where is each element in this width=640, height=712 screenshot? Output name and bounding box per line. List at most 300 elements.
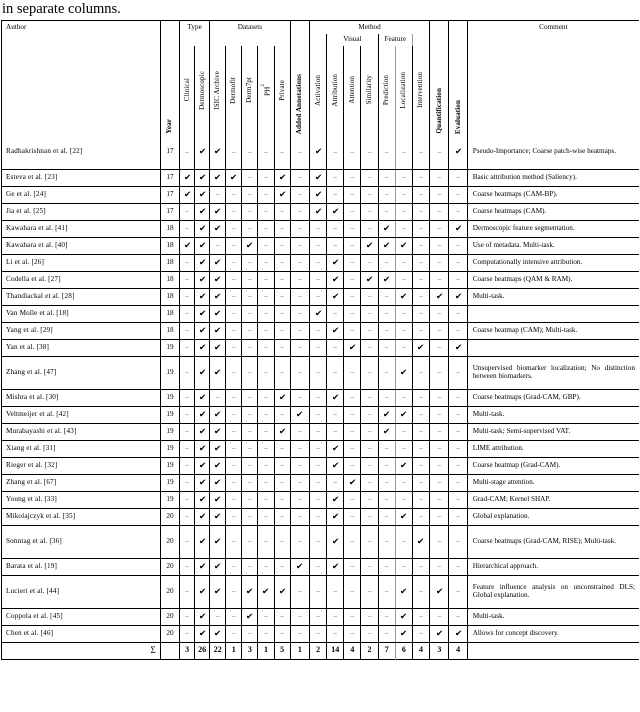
dash-icon: – [264, 611, 268, 621]
row-mark-dermoscopic [195, 457, 210, 474]
dash-icon: – [437, 511, 442, 521]
row-author: Yang et al. [29] [2, 322, 161, 339]
row-year: 18 [160, 271, 179, 288]
dash-icon: – [419, 146, 423, 156]
survey-table [1, 20, 639, 660]
row-mark-ph2 [258, 406, 274, 423]
dash-icon: – [333, 611, 338, 621]
row-mark-dermoscopic [195, 288, 210, 305]
row-comment [467, 305, 639, 322]
dash-icon: – [231, 146, 236, 156]
sum-quantification: 3 [430, 642, 449, 659]
row-mark-evaluation [449, 203, 467, 220]
dash-icon: – [367, 586, 372, 596]
row-author: Xiang et al. [31] [2, 440, 161, 457]
dash-icon: – [437, 460, 442, 470]
dash-icon: – [248, 561, 252, 571]
table-row [2, 508, 640, 525]
dash-icon: – [231, 206, 236, 216]
dash-icon: – [280, 146, 284, 156]
caption-tail: in separate columns. [2, 1, 121, 17]
row-mark-prediction [378, 440, 395, 457]
dash-icon: – [316, 223, 320, 233]
row-mark-quantification [430, 625, 449, 642]
row-mark-attribution [327, 625, 344, 642]
row-mark-added_annotations [290, 288, 309, 305]
row-mark-private [274, 288, 290, 305]
row-mark-derm7pt [242, 288, 258, 305]
dash-icon: – [231, 291, 236, 301]
row-year: 19 [160, 440, 179, 457]
table-row [2, 305, 640, 322]
row-mark-attribution [327, 288, 344, 305]
row-mark-derm7pt [242, 254, 258, 271]
row-mark-localization [395, 558, 412, 575]
dash-icon: – [231, 223, 236, 233]
row-mark-attention [344, 457, 361, 474]
row-mark-localization [395, 322, 412, 339]
row-mark-dermofit [226, 186, 242, 203]
check-icon: ✔ [198, 442, 206, 453]
row-mark-private [274, 474, 290, 491]
row-mark-quantification [430, 491, 449, 508]
dash-icon: – [456, 460, 460, 470]
dash-icon: – [367, 291, 372, 301]
dash-icon: – [297, 274, 302, 284]
row-mark-intervention [412, 457, 429, 474]
dash-icon: – [280, 274, 284, 284]
dash-icon: – [401, 494, 406, 504]
check-icon: ✔ [278, 391, 286, 402]
row-mark-dermoscopic [195, 474, 210, 491]
dash-icon: – [401, 477, 406, 487]
row-author: Van Molle et al. [18] [2, 305, 161, 322]
row-mark-activation [309, 305, 326, 322]
dash-icon: – [231, 308, 236, 318]
row-year: 19 [160, 389, 179, 406]
dash-icon: – [297, 325, 302, 335]
row-mark-evaluation [449, 440, 467, 457]
row-mark-attention [344, 508, 361, 525]
dash-icon: – [231, 240, 236, 250]
dash-icon: – [401, 536, 406, 546]
row-mark-added_annotations [290, 491, 309, 508]
dash-icon: – [333, 628, 338, 638]
row-mark-evaluation [449, 608, 467, 625]
row-mark-prediction [378, 305, 395, 322]
row-mark-isic [210, 406, 226, 423]
dash-icon: – [367, 342, 372, 352]
dash-icon: – [297, 291, 302, 301]
row-mark-attribution [327, 440, 344, 457]
dash-icon: – [350, 511, 355, 521]
dash-icon: – [419, 561, 423, 571]
header-similarity-cell [361, 46, 378, 136]
row-mark-similarity [361, 169, 378, 186]
header-intervention-cell [412, 46, 429, 136]
row-mark-clinical [180, 389, 195, 406]
dash-icon: – [280, 611, 284, 621]
spacer-datasets [210, 34, 291, 46]
dash-icon: – [297, 494, 302, 504]
check-icon: ✔ [400, 610, 408, 621]
dash-icon: – [185, 460, 189, 470]
dash-icon: – [350, 460, 355, 470]
row-comment: Basic attribution method (Saliency). [467, 169, 639, 186]
row-mark-quantification [430, 457, 449, 474]
table-row [2, 457, 640, 474]
dash-icon: – [185, 536, 189, 546]
dash-icon: – [333, 342, 338, 352]
check-icon: ✔ [183, 171, 191, 182]
check-icon: ✔ [435, 290, 444, 301]
dash-icon: – [231, 477, 236, 487]
row-mark-isic [210, 558, 226, 575]
row-mark-evaluation [449, 254, 467, 271]
dash-icon: – [456, 477, 460, 487]
row-mark-added_annotations [290, 220, 309, 237]
row-mark-activation [309, 608, 326, 625]
table-row [2, 575, 640, 608]
dash-icon: – [280, 409, 284, 419]
row-mark-evaluation [449, 525, 467, 558]
dash-icon: – [437, 325, 442, 335]
check-icon: ✔ [198, 239, 206, 250]
row-mark-clinical [180, 186, 195, 203]
check-icon: ✔ [400, 627, 408, 638]
row-mark-derm7pt [242, 406, 258, 423]
header-similarity-label: Similarity [364, 75, 373, 105]
row-mark-similarity [361, 271, 378, 288]
dash-icon: – [185, 367, 189, 377]
check-icon: ✔ [400, 408, 408, 419]
dash-icon: – [333, 367, 338, 377]
row-mark-dermoscopic [195, 254, 210, 271]
row-mark-dermoscopic [195, 508, 210, 525]
row-mark-localization [395, 575, 412, 608]
row-mark-prediction [378, 457, 395, 474]
row-mark-similarity [361, 457, 378, 474]
dash-icon: – [384, 189, 389, 199]
dash-icon: – [231, 392, 236, 402]
header-prediction-label: Prediction [382, 74, 391, 106]
dash-icon: – [231, 561, 236, 571]
row-mark-private [274, 203, 290, 220]
row-mark-evaluation [449, 457, 467, 474]
dash-icon: – [333, 477, 338, 487]
row-mark-dermoscopic [195, 558, 210, 575]
row-mark-localization [395, 186, 412, 203]
row-mark-derm7pt [242, 625, 258, 642]
check-icon: ✔ [454, 627, 462, 638]
row-mark-attribution [327, 525, 344, 558]
check-icon: ✔ [382, 408, 391, 419]
check-icon: ✔ [198, 273, 206, 284]
row-mark-isic [210, 237, 226, 254]
row-year: 19 [160, 406, 179, 423]
dash-icon: – [297, 511, 302, 521]
dash-icon: – [248, 189, 252, 199]
header-intervention-label: Intervention [416, 72, 425, 108]
dash-icon: – [280, 628, 284, 638]
row-author: Rieger et al. [32] [2, 457, 161, 474]
row-mark-localization [395, 625, 412, 642]
row-mark-ph2 [258, 339, 274, 356]
dash-icon: – [231, 342, 236, 352]
dash-icon: – [264, 494, 268, 504]
row-year: 19 [160, 457, 179, 474]
row-comment: Multi-stage attention. [467, 474, 639, 491]
row-mark-similarity [361, 608, 378, 625]
dash-icon: – [215, 611, 220, 621]
sum-label: Σ [2, 642, 161, 659]
row-mark-prediction [378, 237, 395, 254]
row-comment: LIME attribution. [467, 440, 639, 457]
row-mark-attention [344, 608, 361, 625]
row-mark-attention [344, 558, 361, 575]
check-icon: ✔ [213, 510, 222, 521]
row-year: 18 [160, 254, 179, 271]
row-mark-prediction [378, 575, 395, 608]
check-icon: ✔ [262, 585, 270, 596]
row-mark-attribution [327, 322, 344, 339]
row-mark-localization [395, 440, 412, 457]
dash-icon: – [333, 172, 338, 182]
row-mark-attention [344, 203, 361, 220]
dash-icon: – [401, 426, 406, 436]
check-icon: ✔ [198, 256, 206, 267]
dash-icon: – [401, 308, 406, 318]
row-mark-attribution [327, 406, 344, 423]
row-mark-ph2 [258, 608, 274, 625]
row-mark-derm7pt [242, 423, 258, 440]
row-mark-prediction [378, 136, 395, 169]
dash-icon: – [185, 511, 189, 521]
dash-icon: – [367, 477, 372, 487]
row-mark-private [274, 220, 290, 237]
check-icon: ✔ [198, 341, 206, 352]
row-mark-private [274, 169, 290, 186]
table-row [2, 491, 640, 508]
dash-icon: – [384, 291, 389, 301]
dash-icon: – [350, 274, 355, 284]
check-icon: ✔ [417, 535, 425, 546]
check-icon: ✔ [314, 307, 322, 318]
table-row [2, 288, 640, 305]
row-mark-isic [210, 288, 226, 305]
check-icon: ✔ [213, 171, 222, 182]
dash-icon: – [367, 325, 372, 335]
row-mark-added_annotations [290, 457, 309, 474]
row-mark-dermofit [226, 288, 242, 305]
row-mark-dermofit [226, 525, 242, 558]
header-attention-cell [344, 46, 361, 136]
row-mark-derm7pt [242, 474, 258, 491]
row-mark-dermofit [226, 625, 242, 642]
dash-icon: – [456, 536, 460, 546]
sum-evaluation: 4 [449, 642, 467, 659]
row-comment: Multi-task. [467, 608, 639, 625]
row-mark-added_annotations [290, 389, 309, 406]
row-mark-evaluation [449, 186, 467, 203]
row-comment: Multi-task. [467, 406, 639, 423]
row-mark-dermoscopic [195, 491, 210, 508]
row-mark-activation [309, 322, 326, 339]
row-mark-ph2 [258, 558, 274, 575]
row-mark-intervention [412, 423, 429, 440]
row-mark-prediction [378, 169, 395, 186]
dash-icon: – [419, 291, 423, 301]
row-mark-dermofit [226, 575, 242, 608]
dash-icon: – [456, 586, 460, 596]
row-mark-private [274, 625, 290, 642]
dash-icon: – [231, 367, 236, 377]
dash-icon: – [264, 189, 268, 199]
dash-icon: – [419, 325, 423, 335]
dash-icon: – [350, 443, 355, 453]
dash-icon: – [333, 586, 338, 596]
row-mark-quantification [430, 508, 449, 525]
dash-icon: – [231, 274, 236, 284]
dash-icon: – [264, 477, 268, 487]
row-year: 18 [160, 220, 179, 237]
row-mark-dermofit [226, 136, 242, 169]
row-mark-quantification [430, 254, 449, 271]
dash-icon: – [367, 460, 372, 470]
row-mark-evaluation [449, 356, 467, 389]
row-mark-isic [210, 389, 226, 406]
row-mark-ph2 [258, 474, 274, 491]
row-mark-attention [344, 525, 361, 558]
dash-icon: – [401, 392, 406, 402]
dash-icon: – [367, 611, 372, 621]
row-mark-dermofit [226, 608, 242, 625]
row-comment: Coarse heatmaps (Grad-CAM, GBP). [467, 389, 639, 406]
row-mark-activation [309, 220, 326, 237]
dash-icon: – [350, 426, 355, 436]
row-mark-clinical [180, 136, 195, 169]
sum-localization: 6 [395, 642, 412, 659]
row-mark-clinical [180, 237, 195, 254]
header-isic-label: ISIC Archive [213, 70, 222, 110]
row-mark-ph2 [258, 322, 274, 339]
row-year: 20 [160, 575, 179, 608]
row-mark-prediction [378, 625, 395, 642]
row-author: Barata et al. [19] [2, 558, 161, 575]
dash-icon: – [185, 257, 189, 267]
row-mark-clinical [180, 625, 195, 642]
row-mark-activation [309, 440, 326, 457]
row-year: 19 [160, 423, 179, 440]
row-year: 17 [160, 136, 179, 169]
row-mark-private [274, 608, 290, 625]
dash-icon: – [316, 291, 320, 301]
check-icon: ✔ [198, 205, 206, 216]
check-icon: ✔ [331, 442, 339, 453]
row-mark-evaluation [449, 625, 467, 642]
row-mark-dermoscopic [195, 389, 210, 406]
check-icon: ✔ [213, 442, 222, 453]
check-icon: ✔ [382, 273, 391, 284]
row-mark-quantification [430, 406, 449, 423]
row-mark-similarity [361, 237, 378, 254]
dash-icon: – [367, 409, 372, 419]
row-mark-prediction [378, 423, 395, 440]
check-icon: ✔ [183, 239, 191, 250]
check-icon: ✔ [198, 188, 206, 199]
dash-icon: – [456, 172, 460, 182]
dash-icon: – [456, 511, 460, 521]
dash-icon: – [367, 561, 372, 571]
dash-icon: – [437, 342, 442, 352]
row-mark-activation [309, 508, 326, 525]
row-mark-private [274, 508, 290, 525]
dash-icon: – [264, 392, 268, 402]
row-mark-localization [395, 254, 412, 271]
dash-icon: – [350, 586, 355, 596]
row-year: 19 [160, 474, 179, 491]
dash-icon: – [384, 367, 389, 377]
row-year: 18 [160, 322, 179, 339]
check-icon: ✔ [454, 146, 462, 157]
row-year: 20 [160, 508, 179, 525]
header-attention-label: Attention [347, 76, 356, 104]
dash-icon: – [367, 308, 372, 318]
row-mark-attribution [327, 136, 344, 169]
row-author: Ge et al. [24] [2, 186, 161, 203]
row-mark-localization [395, 406, 412, 423]
row-mark-dermofit [226, 339, 242, 356]
dash-icon: – [456, 189, 460, 199]
row-mark-evaluation [449, 389, 467, 406]
table-row [2, 356, 640, 389]
check-icon: ✔ [331, 493, 339, 504]
dash-icon: – [248, 342, 252, 352]
dash-icon: – [264, 511, 268, 521]
row-mark-activation [309, 457, 326, 474]
header-clinical-cell [180, 46, 195, 136]
row-mark-ph2 [258, 254, 274, 271]
row-mark-attention [344, 339, 361, 356]
dash-icon: – [185, 443, 189, 453]
check-icon: ✔ [213, 146, 222, 157]
dash-icon: – [264, 460, 268, 470]
dash-icon: – [419, 460, 423, 470]
dash-icon: – [437, 367, 442, 377]
check-icon: ✔ [314, 146, 322, 157]
row-mark-localization [395, 237, 412, 254]
row-mark-intervention [412, 186, 429, 203]
row-mark-attribution [327, 491, 344, 508]
header-author: Author [2, 21, 161, 137]
row-author: Mishra et al. [30] [2, 389, 161, 406]
row-mark-dermofit [226, 406, 242, 423]
dash-icon: – [185, 291, 189, 301]
row-mark-clinical [180, 525, 195, 558]
check-icon: ✔ [213, 222, 222, 233]
row-mark-private [274, 322, 290, 339]
table-row [2, 423, 640, 440]
row-mark-evaluation [449, 136, 467, 169]
row-mark-clinical [180, 288, 195, 305]
row-comment: Coarse heatmap (CAM); Multi-task. [467, 322, 639, 339]
check-icon: ✔ [213, 476, 222, 487]
row-mark-prediction [378, 525, 395, 558]
dash-icon: – [350, 494, 355, 504]
spacer-type [180, 34, 210, 46]
row-comment: Multi-task; Semi-supervised VAT. [467, 423, 639, 440]
header-group-type: Type [180, 21, 210, 35]
